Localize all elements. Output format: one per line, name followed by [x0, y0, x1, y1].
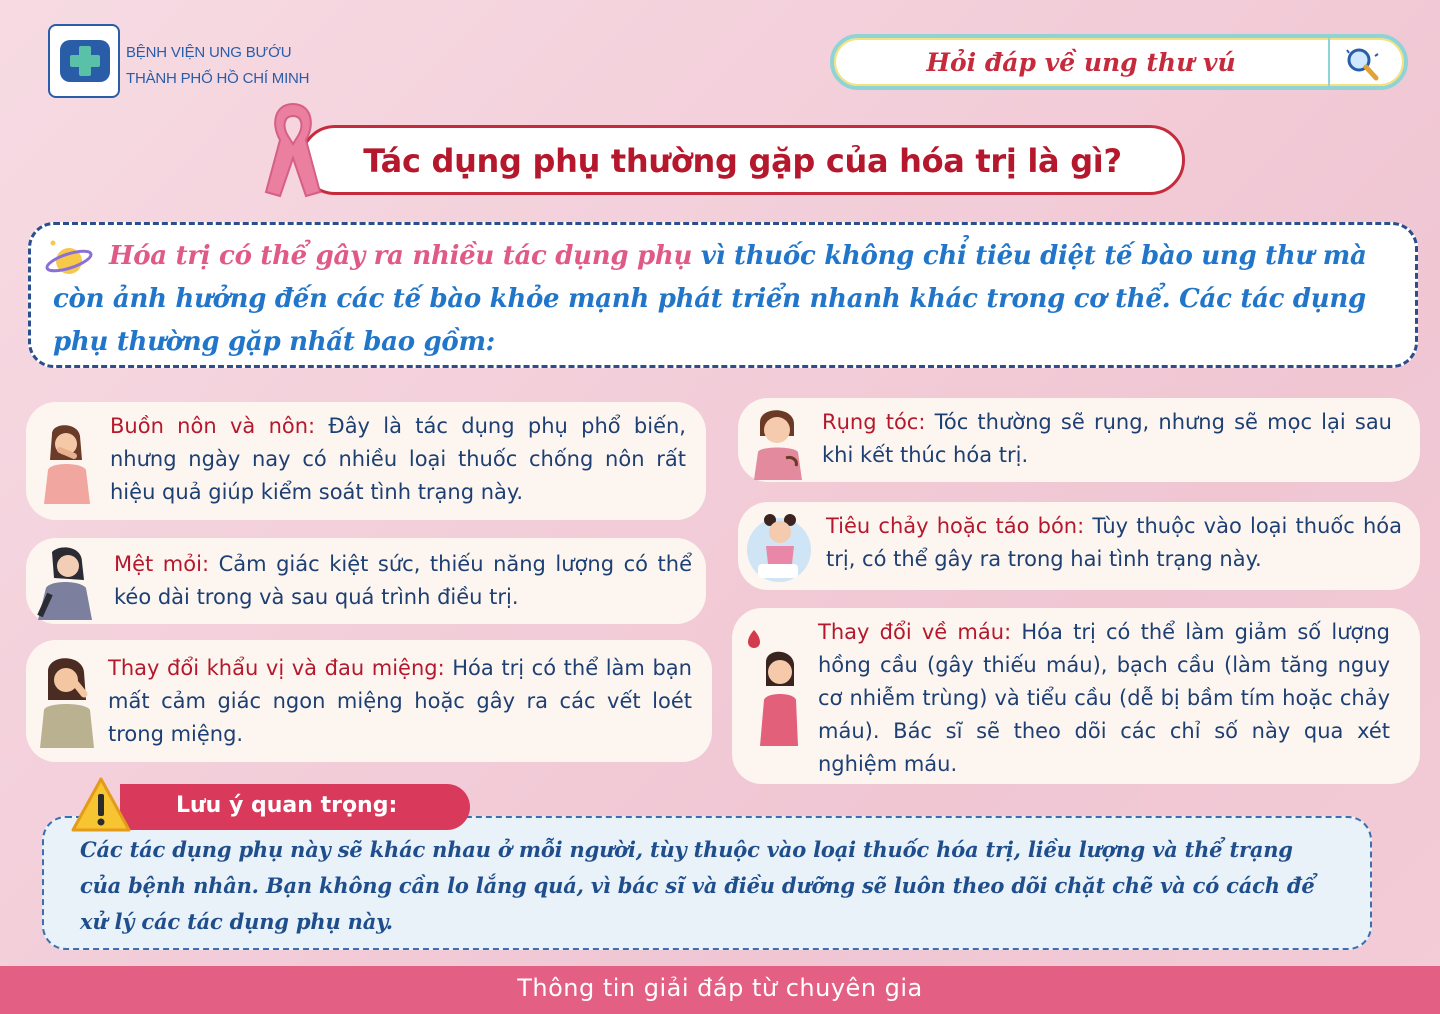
effect-card-nausea: [26, 402, 706, 520]
effect-card-fatigue: [26, 538, 706, 624]
hospital-logo-icon: [48, 24, 120, 98]
effect-term: Buồn nôn và nôn:: [110, 414, 316, 438]
effect-desc: Đây là tác dụng phụ phổ biến, nhưng ngày nay có nhiều loại thuốc chống nôn rất hiệu quả giúp kiểm soát tình trạng này.: [110, 414, 686, 504]
effect-card-digestive: [738, 502, 1420, 590]
hospital-name-line2: THÀNH PHỐ HỒ CHÍ MINH: [126, 70, 310, 87]
effect-card-taste: [26, 640, 712, 762]
intro-box: [28, 222, 1418, 368]
effect-text: [108, 652, 692, 751]
hospital-name-line1: BỆNH VIỆN UNG BƯỚU: [126, 44, 292, 61]
effect-text: [826, 510, 1402, 576]
effect-term: Thay đổi khẩu vị và đau miệng:: [108, 656, 445, 680]
effect-term: Thay đổi về máu:: [818, 620, 1012, 644]
mouth-pain-woman-icon: [36, 654, 98, 748]
warning-icon: [70, 776, 132, 834]
note-label-tab: [120, 784, 470, 830]
effect-text: [818, 616, 1390, 781]
effect-term: Mệt mỏi:: [114, 552, 210, 576]
note-text: Các tác dụng phụ này sẽ khác nhau ở mỗi người, tùy thuộc vào loại thuốc hóa trị, liều lượng và thể trạng của bệnh nhân. Bạn không cần lo lắng quá, vì bác sĩ và điều dưỡng sẽ luôn theo dõi chặt chẽ và có cách để xử lý các tác dụng phụ này.: [80, 837, 1315, 934]
blood-drop-woman-icon: [740, 626, 800, 746]
effect-term: Rụng tóc:: [822, 410, 926, 434]
hospital-name: [126, 40, 309, 92]
tired-woman-icon: [32, 544, 98, 620]
hair-loss-girl-icon: [746, 402, 808, 480]
qa-divider: [1328, 38, 1330, 86]
effect-term: Tiêu chảy hoặc táo bón:: [826, 514, 1085, 538]
title-banner: [300, 125, 1185, 195]
effect-desc: Cảm giác kiệt sức, thiếu năng lượng có thể kéo dài trong và sau quá trình điều trị.: [114, 552, 692, 609]
effect-desc: Hóa trị có thể làm bạn mất cảm giác ngon miệng hoặc gây ra các vết loét trong miệng.: [108, 656, 692, 746]
important-note-box: [42, 816, 1372, 950]
effect-text: [114, 548, 692, 614]
magnifier-icon: [1342, 44, 1382, 84]
pink-ribbon-icon: [258, 96, 328, 204]
intro-rest: vì thuốc không chỉ tiêu diệt tế bào ung thư mà còn ảnh hưởng đến các tế bào khỏe mạnh phát triển nhanh khác trong cơ thể. Các tác dụng phụ thường gặp nhất bao gồm:: [53, 241, 1367, 357]
qa-label: Hỏi đáp về ung thư vú: [926, 48, 1236, 77]
effect-desc: Hóa trị có thể làm giảm số lượng hồng cầu (gây thiếu máu), bạch cầu (làm tăng nguy cơ nhiễm trùng) và tiểu cầu (dễ bị bầm tím hoặc chảy máu). Bác sĩ sẽ theo dõi các chỉ số này qua xét nghiệm máu.: [818, 620, 1391, 776]
effect-card-hair-loss: [738, 398, 1420, 482]
intro-highlight: Hóa trị có thể gây ra nhiều tác dụng phụ: [109, 241, 693, 271]
note-label: Lưu ý quan trọng:: [176, 793, 398, 818]
effect-text: [822, 406, 1392, 472]
effect-desc: Tùy thuộc vào loại thuốc hóa trị, có thể gây ra trong hai tình trạng này.: [826, 514, 1402, 571]
page-title: Tác dụng phụ thường gặp của hóa trị là gì?: [363, 142, 1122, 180]
effect-desc: Tóc thường sẽ rụng, nhưng sẽ mọc lại sau khi kết thúc hóa trị.: [822, 410, 1392, 467]
effect-text: [110, 410, 686, 509]
nauseous-woman-icon: [34, 420, 98, 504]
intro-text: [53, 235, 1385, 364]
footer-bar: [0, 966, 1440, 1014]
footer-text: Thông tin giải đáp từ chuyên gia: [517, 974, 923, 1002]
toilet-girl-icon: [744, 506, 814, 586]
effect-card-blood: [732, 608, 1420, 784]
qa-banner: [830, 34, 1408, 90]
